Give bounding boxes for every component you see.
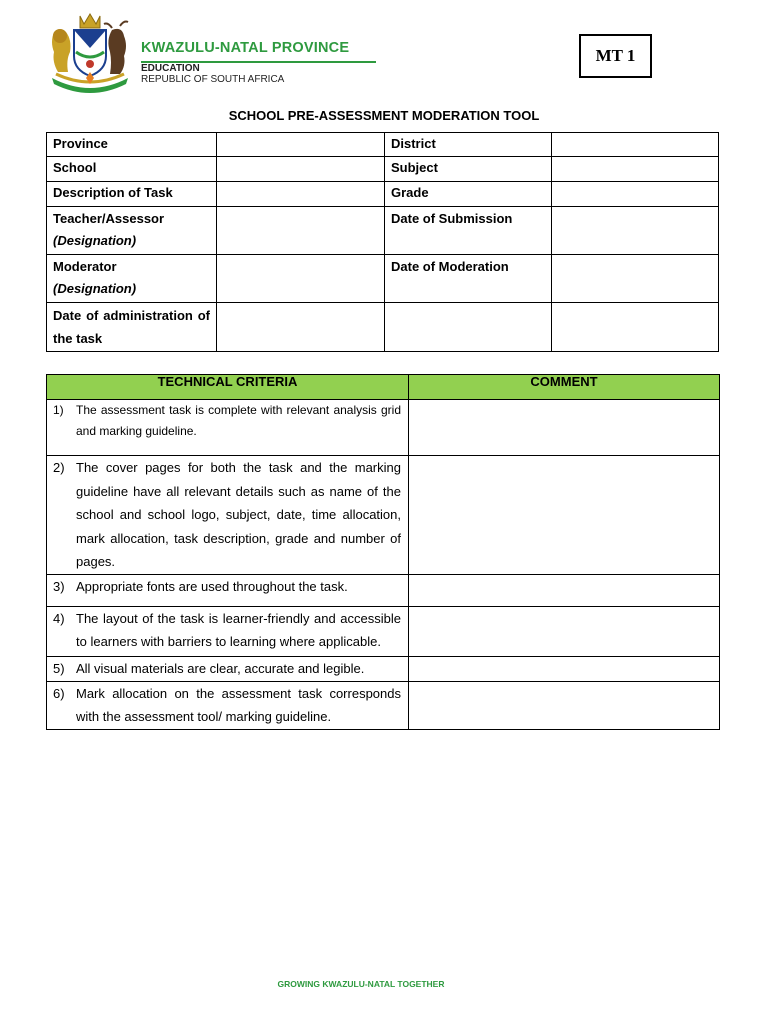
form-code-box: MT 1 [579, 34, 652, 78]
comment-field[interactable] [409, 574, 720, 606]
province-name: KWAZULU-NATAL PROVINCE [141, 40, 350, 56]
table-row [47, 157, 719, 182]
technical-criteria-table [46, 374, 720, 730]
table-header-row [47, 375, 720, 400]
label-date-of-moderation: Date of Moderation [385, 255, 552, 303]
empty-cell[interactable] [385, 303, 552, 352]
date-of-administration-field[interactable] [217, 303, 385, 352]
label-moderator [47, 255, 217, 303]
criterion-cell [47, 656, 409, 681]
document-title: SCHOOL PRE-ASSESSMENT MODERATION TOOL [228, 108, 540, 123]
empty-cell[interactable] [552, 303, 719, 352]
table-row [47, 400, 720, 456]
label-description-of-task: Description of Task [47, 182, 217, 207]
label-grade: Grade [385, 182, 552, 207]
school-info-table [46, 132, 719, 352]
criterion-text: The assessment task is complete with relevant analysis grid and marking guideline. [76, 403, 401, 438]
table-row [47, 207, 719, 255]
label-school: School [47, 157, 217, 182]
teacher-assessor-field[interactable] [217, 207, 385, 255]
label-province: Province [47, 133, 217, 157]
table-row [47, 182, 719, 207]
date-of-moderation-field[interactable] [552, 255, 719, 303]
department-name: EDUCATION [141, 63, 200, 74]
table-row [47, 656, 720, 681]
criterion-text: Mark allocation on the assessment task corresponds with the assessment tool/ marking guideline. [76, 685, 401, 724]
criterion-number: 3) [53, 578, 65, 594]
comment-field[interactable] [409, 681, 720, 729]
criterion-text: All visual materials are clear, accurate and legible. [76, 660, 365, 676]
comment-field[interactable] [409, 606, 720, 656]
table-row [47, 255, 719, 303]
table-row [47, 133, 719, 157]
table-row [47, 606, 720, 656]
provincial-logo [46, 12, 376, 96]
country-name: REPUBLIC OF SOUTH AFRICA [141, 74, 285, 85]
criterion-number: 4) [53, 610, 65, 626]
criterion-text: The layout of the task is learner-friendly and accessible to learners with barriers to learning where applicable. [76, 610, 401, 649]
comment-field[interactable] [409, 400, 720, 456]
criterion-cell [47, 606, 409, 656]
criterion-cell [47, 574, 409, 606]
moderator-label: Moderator [53, 259, 117, 274]
table-row [47, 681, 720, 729]
moderator-designation-label: (Designation) [53, 281, 137, 296]
criterion-cell [47, 400, 409, 456]
criterion-number: 5) [53, 660, 65, 676]
subject-field[interactable] [552, 157, 719, 182]
label-district: District [385, 133, 552, 157]
criterion-text: The cover pages for both the task and the marking guideline have all relevant details such as name of the school and school logo, subject, date, time allocation, mark allocation, task description, grade and number of pages. [76, 460, 401, 569]
footer-slogan: GROWING KWAZULU-NATAL TOGETHER [277, 979, 445, 989]
moderator-field[interactable] [217, 255, 385, 303]
criterion-number: 1) [53, 403, 64, 417]
teacher-designation-label: (Designation) [53, 233, 137, 248]
comment-field[interactable] [409, 456, 720, 575]
criterion-cell [47, 456, 409, 575]
comment-header: COMMENT [409, 375, 720, 400]
grade-field[interactable] [552, 182, 719, 207]
criterion-cell [47, 681, 409, 729]
date-of-submission-field[interactable] [552, 207, 719, 255]
criterion-number: 2) [53, 460, 65, 475]
table-row [47, 303, 719, 352]
coat-of-arms-icon [46, 12, 134, 94]
criterion-text: Appropriate fonts are used throughout the task. [76, 578, 348, 594]
table-row [47, 574, 720, 606]
label-date-of-administration: Date of administration of the task [47, 303, 217, 352]
description-of-task-field[interactable] [217, 182, 385, 207]
label-subject: Subject [385, 157, 552, 182]
table-row [47, 456, 720, 575]
school-field[interactable] [217, 157, 385, 182]
criterion-number: 6) [53, 685, 65, 701]
comment-field[interactable] [409, 656, 720, 681]
district-field[interactable] [552, 133, 719, 157]
province-field[interactable] [217, 133, 385, 157]
label-date-of-submission: Date of Submission [385, 207, 552, 255]
teacher-assessor-label: Teacher/Assessor [53, 211, 165, 226]
technical-criteria-header: TECHNICAL CRITERIA [47, 375, 409, 400]
label-teacher-assessor [47, 207, 217, 255]
